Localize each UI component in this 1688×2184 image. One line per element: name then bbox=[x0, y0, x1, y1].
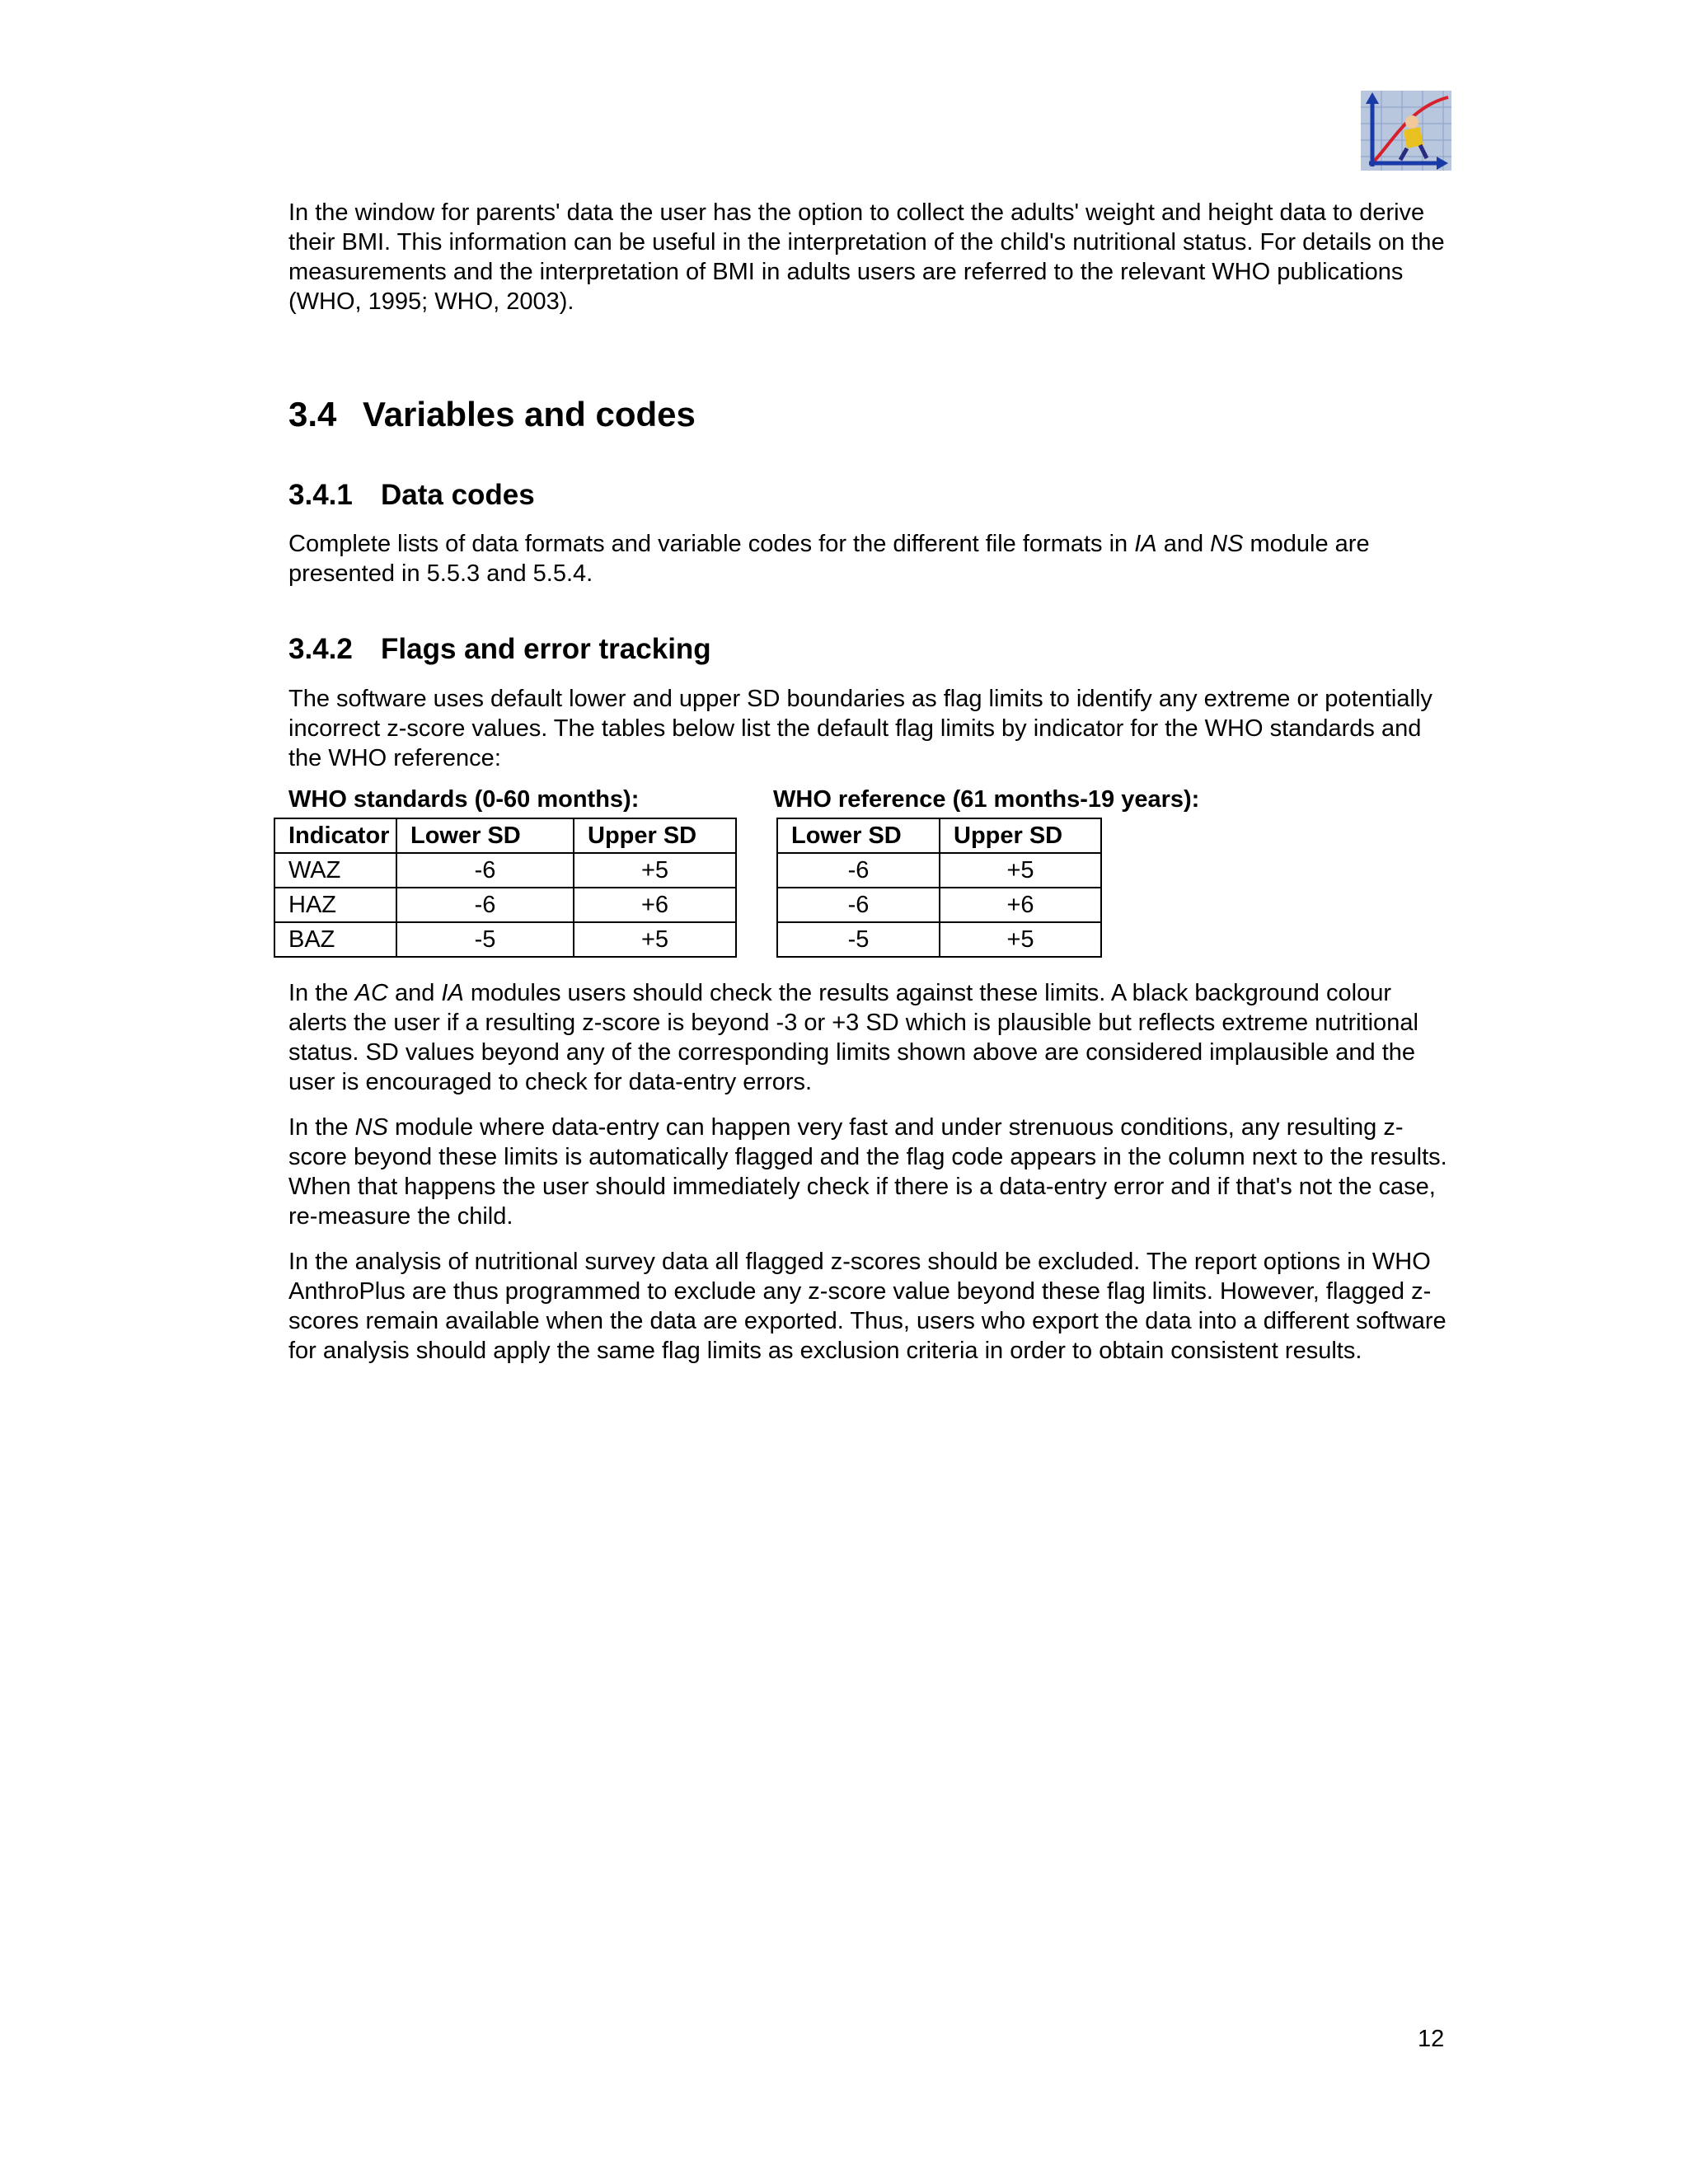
text-run: module where data-entry can happen very fast and under strenuous conditions, any resulting z-score beyond these limits is automatically flagged and the flag code appears in the column next to the results. When that happens the user should immediately check if there is a data-entry error and if that's not the case, re-measure the child. bbox=[288, 1114, 1447, 1230]
text-run: Complete lists of data formats and variable codes for the different file formats in bbox=[288, 531, 1135, 557]
subsection-heading-flags bbox=[288, 633, 711, 666]
subsection-number: 3.4.2 bbox=[288, 633, 353, 665]
standards-table bbox=[274, 818, 737, 958]
table-cell: -6 bbox=[396, 888, 574, 922]
italic-text: NS bbox=[354, 1114, 388, 1141]
table-cell: +6 bbox=[940, 888, 1101, 922]
page-number: 12 bbox=[1418, 2026, 1445, 2052]
table-cell: +5 bbox=[940, 853, 1101, 888]
data-codes-paragraph bbox=[288, 529, 1451, 588]
table-row bbox=[777, 922, 1101, 957]
subsection-heading-data-codes bbox=[288, 479, 535, 512]
text-run: In the bbox=[288, 1114, 355, 1141]
text-run: and bbox=[387, 980, 442, 1006]
table-header-row bbox=[274, 818, 736, 853]
analysis-paragraph: In the analysis of nutritional survey data all flagged z-scores should be excluded. The report options in WHO AnthroPlus are thus programmed to exclude any z-score value beyond these flag limits. However, flagged z-scores remain available when the data are exported. Thus, users who export the data into a different software for analysis should apply the same flag limits as exclusion criteria in order to obtain consistent results. bbox=[288, 1249, 1447, 1364]
table-caption-reference: WHO reference (61 months-19 years): bbox=[773, 786, 1200, 813]
table-cell: +5 bbox=[574, 853, 736, 888]
flags-paragraph: The software uses default lower and upper SD boundaries as flag limits to identify any extreme or potentially incorrect z-score values. The tables below list the default flag limits by indicator for the WHO standards and the WHO reference: bbox=[288, 686, 1432, 771]
section-heading bbox=[288, 395, 696, 434]
table-row bbox=[777, 888, 1101, 922]
table-cell: -6 bbox=[777, 888, 940, 922]
reference-table bbox=[776, 818, 1102, 958]
table-cell: -5 bbox=[777, 922, 940, 957]
table-header-cell: Upper SD bbox=[940, 818, 1101, 853]
table-row bbox=[777, 853, 1101, 888]
table-cell: -6 bbox=[777, 853, 940, 888]
table-cell: -5 bbox=[396, 922, 574, 957]
section-number: 3.4 bbox=[288, 395, 337, 434]
table-cell: +5 bbox=[940, 922, 1101, 957]
subsection-title: Data codes bbox=[381, 479, 535, 511]
table-row bbox=[274, 922, 736, 957]
table-header-cell: Lower SD bbox=[777, 818, 940, 853]
table-cell: WAZ bbox=[274, 853, 396, 888]
italic-text: NS bbox=[1210, 531, 1244, 557]
table-cell: +5 bbox=[574, 922, 736, 957]
ns-paragraph bbox=[288, 1113, 1451, 1231]
ac-ia-paragraph bbox=[288, 978, 1451, 1097]
intro-paragraph: In the window for parents' data the user has the option to collect the adults' weight and height data to derive their BMI. This information can be useful in the interpretation of the child's nutritional status. For details on the measurements and the interpretation of BMI in adults users are referred to the relevant WHO publications (WHO, 1995; WHO, 2003). bbox=[288, 199, 1445, 315]
table-row bbox=[274, 853, 736, 888]
text-run: and bbox=[1156, 531, 1211, 557]
table-cell: HAZ bbox=[274, 888, 396, 922]
table-header-row bbox=[777, 818, 1101, 853]
table-cell: BAZ bbox=[274, 922, 396, 957]
text-run: modules users should check the results against these limits. A black background colour alerts the user if a resulting z-score is beyond -3 or +3 SD which is plausible but reflects extreme nutritional status. SD values beyond any of the corresponding limits shown above are considered implausible and the user is encouraged to check for data-entry errors. bbox=[288, 980, 1418, 1095]
section-title: Variables and codes bbox=[363, 395, 696, 434]
subsection-title: Flags and error tracking bbox=[381, 633, 711, 665]
table-header-cell: Upper SD bbox=[574, 818, 736, 853]
table-header-cell: Lower SD bbox=[396, 818, 574, 853]
subsection-number: 3.4.1 bbox=[288, 479, 353, 511]
table-row bbox=[274, 888, 736, 922]
text-run: module are presented in 5.5.3 and 5.5.4. bbox=[288, 531, 1370, 587]
table-cell: -6 bbox=[396, 853, 574, 888]
table-cell: +6 bbox=[574, 888, 736, 922]
table-caption-standards: WHO standards (0-60 months): bbox=[288, 786, 640, 813]
italic-text: IA bbox=[441, 980, 464, 1006]
text-run: In the bbox=[288, 980, 355, 1006]
italic-text: IA bbox=[1134, 531, 1157, 557]
italic-text: AC bbox=[354, 980, 388, 1006]
table-header-cell: Indicator bbox=[274, 818, 396, 853]
anthroplus-logo-icon bbox=[1361, 91, 1451, 171]
